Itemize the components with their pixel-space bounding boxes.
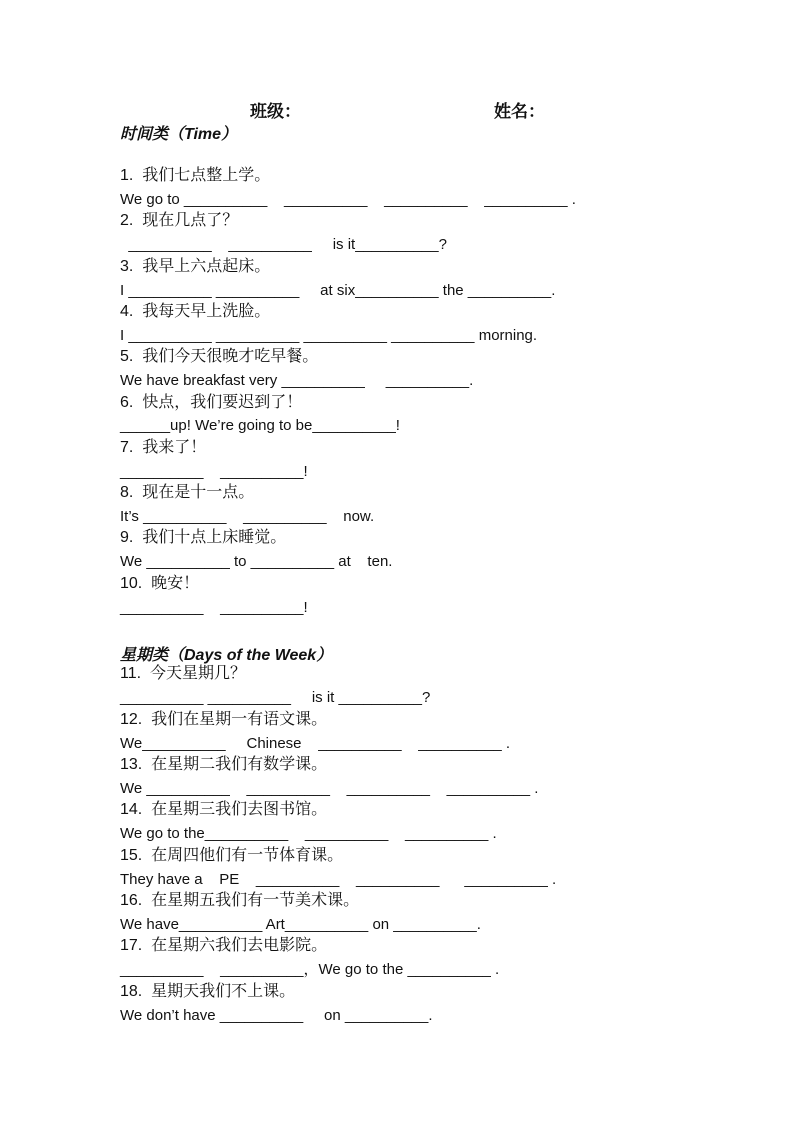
question-5-english: We have breakfast very __________ __________.	[120, 372, 474, 389]
question-9-english: We __________ to __________ at ten.	[120, 553, 393, 570]
question-6-chinese: 6. 快点，我们要迟到了！	[120, 394, 303, 411]
question-17-chinese: 17. 在星期六我们去电影院。	[120, 937, 328, 954]
question-11-english: __________ __________ is it __________?	[120, 689, 431, 706]
question-2-english: __________ __________ is it__________?	[120, 236, 447, 253]
question-8-english: It’s __________ __________ now.	[120, 508, 375, 525]
question-11-chinese: 11. 今天星期几？	[120, 665, 246, 682]
question-13-english: We __________ __________ __________ __________ .	[120, 780, 539, 797]
question-7-english: __________ __________!	[120, 463, 308, 480]
question-18-english: We don’t have __________ on __________.	[120, 1007, 433, 1024]
question-10-english: __________ __________!	[120, 599, 308, 616]
question-1-english: We go to __________ __________ __________ __________ .	[120, 191, 576, 208]
question-3-chinese: 3. 我早上六点起床。	[120, 258, 271, 275]
section-title-time: 时间类（Time）	[120, 126, 238, 143]
section-title-days: 星期类（Days of the Week）	[120, 647, 333, 664]
class-label: 班级：	[250, 102, 301, 121]
question-17-english: __________ __________，We go to the __________ .	[120, 961, 500, 978]
question-6-english: ______up! We’re going to be__________!	[120, 417, 400, 434]
question-7-chinese: 7. 我来了！	[120, 439, 207, 456]
name-label: 姓名：	[494, 102, 545, 121]
question-16-english: We have__________ Art__________ on __________.	[120, 916, 481, 933]
question-5-chinese: 5. 我们今天很晚才吃早餐。	[120, 348, 319, 365]
question-14-english: We go to the__________ __________ __________ .	[120, 825, 497, 842]
question-13-chinese: 13. 在星期二我们有数学课。	[120, 756, 328, 773]
question-9-chinese: 9. 我们十点上床睡觉。	[120, 529, 287, 546]
question-12-chinese: 12. 我们在星期一有语文课。	[120, 711, 328, 728]
question-10-chinese: 10. 晚安！	[120, 575, 200, 592]
question-12-english: We__________ Chinese __________ __________ .	[120, 735, 511, 752]
question-1-chinese: 1. 我们七点整上学。	[120, 167, 271, 184]
question-3-english: I __________ __________ at six__________ the __________.	[120, 282, 556, 299]
question-16-chinese: 16. 在星期五我们有一节美术课。	[120, 892, 360, 909]
question-15-chinese: 15. 在周四他们有一节体育课。	[120, 847, 344, 864]
question-4-english: I __________ __________ __________ __________ morning.	[120, 327, 538, 344]
question-18-chinese: 18. 星期天我们不上课。	[120, 983, 296, 1000]
question-2-chinese: 2. 现在几点了？	[120, 212, 239, 229]
question-8-chinese: 8. 现在是十一点。	[120, 484, 255, 501]
question-4-chinese: 4. 我每天早上洗脸。	[120, 303, 271, 320]
question-14-chinese: 14. 在星期三我们去图书馆。	[120, 801, 328, 818]
question-15-english: They have a PE __________ __________ __________ .	[120, 871, 557, 888]
